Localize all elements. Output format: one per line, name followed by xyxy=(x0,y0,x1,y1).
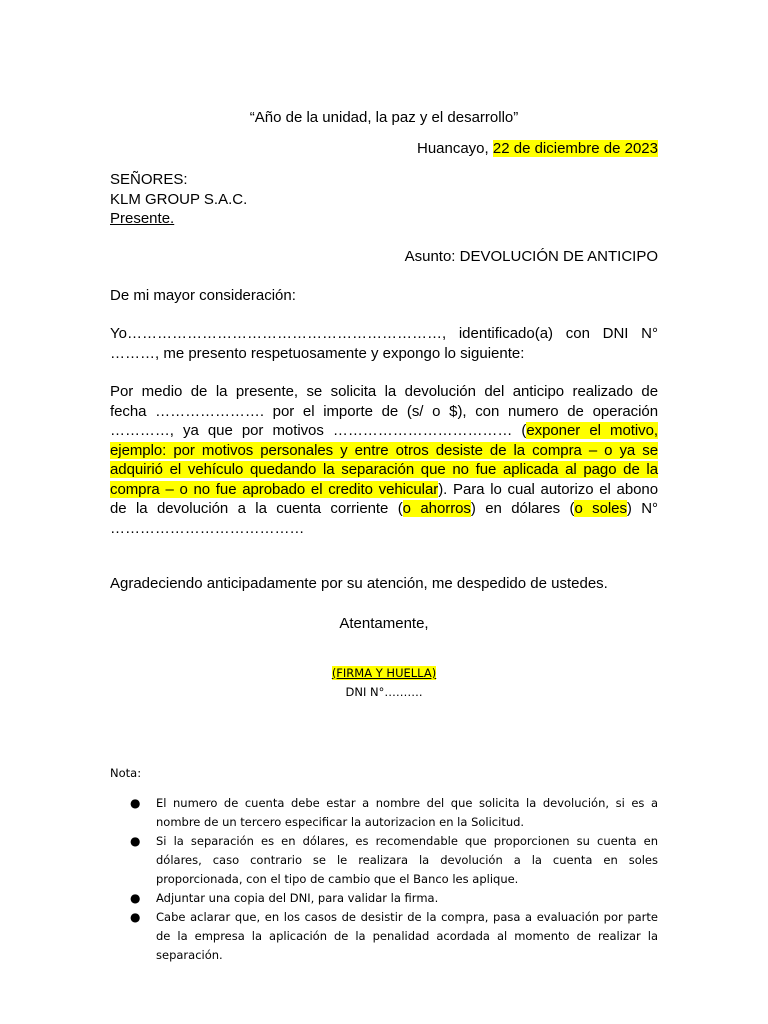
body-line-6-text: ). Para lo cual autorizo el abono xyxy=(438,480,658,498)
note-item xyxy=(110,832,658,889)
body-line-7-highlight-a: o ahorros xyxy=(402,500,471,517)
body-line-8: ………………………………… xyxy=(110,519,305,537)
body-line-7-text-a: de la devolución a la cuenta corriente ( xyxy=(110,500,403,517)
body-line-3-highlight: exponer el motivo, xyxy=(526,422,658,439)
note-text: Adjuntar una copia del DNI, para validar la firma. xyxy=(156,891,439,905)
place-label: Huancayo, xyxy=(416,140,493,157)
recipient-salutation: SEÑORES: xyxy=(110,171,188,188)
bullet-icon: ● xyxy=(130,910,141,924)
note-item xyxy=(110,889,658,908)
body-line-4-highlight: ejemplo: por motivos personales y entre otros desiste de la compra – o ya se xyxy=(110,441,658,459)
body-line-5 xyxy=(110,460,658,480)
dni-label: DNI N°………. xyxy=(345,685,423,699)
bullet-icon: ● xyxy=(130,796,141,810)
body-line-5-highlight: adquirió el vehículo quedando la separación que no fue aplicada al pago de la xyxy=(110,461,658,478)
intro-line-1: Yo………………………………………………………, identificado(a) con DNI N° xyxy=(110,325,658,342)
closing-thanks: Agradeciendo anticipadamente por su atención, me despedido de ustedes. xyxy=(110,575,608,592)
body-line-1: Por medio de la presente, se solicita la devolución del anticipo realizado de xyxy=(110,383,658,400)
closing-atentamente: Atentamente, xyxy=(339,615,429,632)
note-text: El numero de cuenta debe estar a nombre del que solicita la devolución, si es a nombre de un tercero especificar la autorizacion en la Solicitud. xyxy=(156,796,658,829)
body-line-7-text-b: ) en dólares ( xyxy=(470,500,575,517)
body-line-3 xyxy=(110,421,658,441)
intro-paragraph xyxy=(110,324,658,363)
note-title: Nota: xyxy=(110,766,142,780)
notes-list xyxy=(110,794,658,965)
place-date xyxy=(110,139,658,159)
letter-motto: “Año de la unidad, la paz y el desarrollo” xyxy=(249,109,519,126)
body-line-7 xyxy=(110,499,658,519)
bullet-icon: ● xyxy=(130,834,141,848)
intro-line-2: ………, me presento respetuosamente y expongo lo siguiente: xyxy=(110,344,525,362)
note-item xyxy=(110,908,658,965)
body-line-4 xyxy=(110,441,658,461)
bullet-icon: ● xyxy=(130,891,141,905)
note-text: Cabe aclarar que, en los casos de desistir de la compra, pasa a evaluación por parte de la empresa la aplicación de la penalidad acordada al momento de realizar la separación. xyxy=(156,910,658,962)
body-line-2: fecha …………………. por el importe de (s/ o $), con numero de operación xyxy=(110,402,658,420)
body-line-6-highlight: compra – o no fue aprobado el credito vehicular xyxy=(110,480,439,498)
body-line-3-text: …………, ya que por motivos ……………………………… ( xyxy=(110,422,527,439)
letter-subject: Asunto: DEVOLUCIÓN DE ANTICIPO xyxy=(404,248,658,265)
signature-label xyxy=(0,665,768,681)
body-line-7-highlight-b: o soles xyxy=(574,500,627,517)
date-highlight: 22 de diciembre de 2023 xyxy=(492,140,658,157)
recipient-company: KLM GROUP S.A.C. xyxy=(110,190,248,208)
body-line-6 xyxy=(110,480,658,500)
signature-highlight: (FIRMA Y HUELLA) xyxy=(331,666,437,680)
recipient-presente xyxy=(110,209,658,229)
note-item xyxy=(110,794,658,832)
note-text: Si la separación es en dólares, es recomendable que proporcionen su cuenta en dólares, caso contrario se le realizara la devolución a la cuenta en soles proporcionada, con el tipo de cambio que el Banco les aplique. xyxy=(156,834,658,886)
body-line-7-text-c: ) N° xyxy=(626,500,658,517)
body-paragraph xyxy=(110,382,658,538)
letter-greeting: De mi mayor consideración: xyxy=(110,287,296,304)
presente-text: Presente. xyxy=(110,210,175,227)
